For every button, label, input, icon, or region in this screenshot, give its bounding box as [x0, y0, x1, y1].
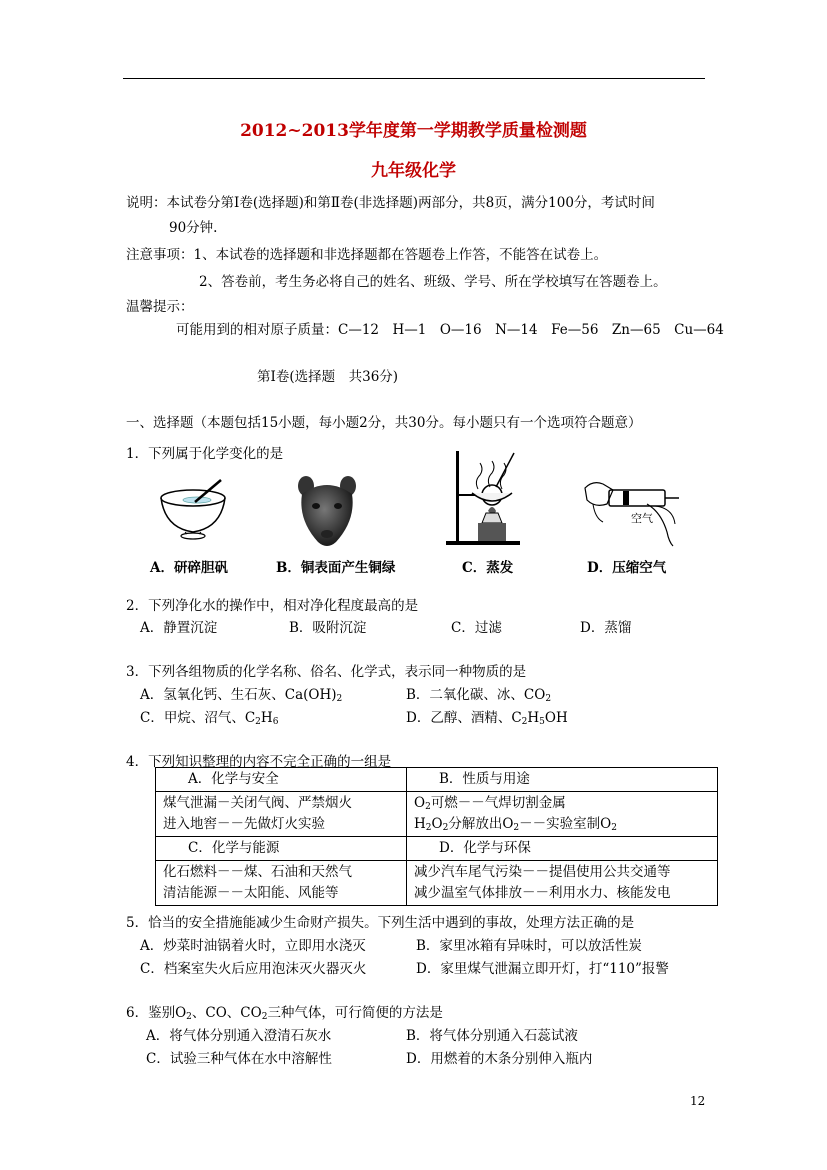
table-cell-a-line1: 煤气泄漏－关闭气阀、严禁烟火	[163, 795, 352, 811]
exam-subtitle: 九年级化学	[371, 161, 456, 181]
attention-2: 2、答卷前，考生务必将自己的姓名、班级、学号、所在学校填写在答题卷上。	[199, 274, 667, 290]
q2-option-a: A．静置沉淀	[140, 620, 218, 636]
exam-title: 2012~2013学年度第一学期教学质量检测题	[240, 121, 587, 141]
header-rule	[123, 78, 705, 79]
knowledge-table	[155, 767, 718, 906]
q4-stem: 4．下列知识整理的内容不完全正确的一组是	[126, 754, 392, 770]
table-cell-d-body	[407, 861, 718, 906]
q1-stem: 1．下列属于化学变化的是	[126, 446, 284, 462]
q6-stem: 6．鉴别$O_2$、CO、$CO_2$三种气体，可行简便的方法是	[126, 1005, 443, 1022]
intro-note-line1: 说明：本试卷分第Ⅰ卷(选择题)和第Ⅱ卷(非选择题)两部分，共8页，满分100分，考试时间	[126, 195, 655, 211]
q5-option-a: A．炒菜时油锅着火时，立即用水浇灭	[140, 938, 366, 954]
q6-option-a: A．将气体分别通入澄清石灰水	[146, 1028, 332, 1044]
table-cell-d-line1: 减少汽车尾气污染－－提倡使用公共交通等	[414, 864, 671, 880]
q5-option-d: D．家里煤气泄漏立即开灯，打“110”报警	[416, 961, 669, 977]
q6-option-b: B．将气体分别通入石蕊试液	[406, 1028, 578, 1044]
q5-option-b: B．家里冰箱有异味时，可以放活性炭	[416, 938, 642, 954]
part1-title: 第Ⅰ卷(选择题 共36分)	[257, 369, 399, 385]
q2-option-d: D．蒸馏	[580, 620, 632, 636]
q2-option-b: B．吸附沉淀	[289, 620, 367, 636]
table-cell-a-head: A．化学与安全	[156, 768, 407, 792]
intro-note-line2: 90分钟.	[169, 220, 218, 236]
q5-option-c: C．档案室失火后应用泡沫灭火器灭火	[140, 961, 367, 977]
table-cell-b-line2: $H_2O_2$分解放出$O_2--$实验室制$O_2$	[414, 816, 617, 833]
table-cell-c-body	[156, 861, 407, 906]
section1-heading: 一、选择题（本题包括15小题，每小题2分，共30分。每小题只有一个选项符合题意）	[126, 415, 642, 431]
q1-option-c: C．蒸发	[462, 560, 514, 576]
attention-1: 注意事项：1、本试卷的选择题和非选择题都在答题卷上作答，不能答在试卷上。	[126, 247, 608, 263]
table-cell-c-line1: 化石燃料－－煤、石油和天然气	[163, 864, 352, 880]
page-number: 12	[690, 1094, 706, 1108]
q1-option-d: D．压缩空气	[587, 560, 667, 576]
tips-label: 温馨提示：	[126, 299, 194, 315]
syringe-label: 空气	[631, 512, 653, 525]
q3-option-c: C．甲烷、沼气、$C_2H_6$	[140, 710, 279, 727]
evaporation-apparatus-image	[438, 447, 528, 547]
table-cell-b-head: B．性质与用途	[407, 768, 718, 792]
q5-stem: 5．恰当的安全措施能减少生命财产损失。下列生活中遇到的事故，处理方法正确的是	[126, 915, 635, 931]
table-cell-d-head: D．化学与环保	[407, 837, 718, 861]
copper-rat-head-image	[296, 472, 358, 550]
q6-option-c: C．试验三种气体在水中溶解性	[146, 1051, 332, 1067]
q3-option-d: D．乙醇、酒精、$C_2H_5OH$	[406, 710, 568, 727]
table-cell-c-head: C．化学与能源	[156, 837, 407, 861]
q6-option-d: D．用燃着的木条分别伸入瓶内	[406, 1051, 593, 1067]
table-cell-b-body	[407, 792, 718, 837]
q2-option-c: C．过滤	[451, 620, 502, 636]
q3-option-a: A．氢氧化钙、生石灰、$Ca(OH)_2$	[140, 687, 343, 704]
q1-option-a: A．研碎胆矾	[150, 560, 228, 576]
atomic-masses: 可能用到的相对原子质量：C—12 H—1 O—16 N—14 Fe—56 Zn—65 Cu—64	[176, 322, 724, 338]
table-cell-d-line2: 减少温室气体排放－－利用水力、核能发电	[414, 885, 671, 901]
table-cell-a-line2: 进入地窖－－先做灯火实验	[163, 816, 325, 832]
syringe-compress-air-image	[583, 478, 683, 548]
q1-option-b: B．铜表面产生铜绿	[276, 560, 396, 576]
table-cell-c-line2: 清洁能源－－太阳能、风能等	[163, 885, 339, 901]
q2-stem: 2．下列净化水的操作中，相对净化程度最高的是	[126, 598, 419, 614]
q3-stem: 3．下列各组物质的化学名称、俗名、化学式，表示同一种物质的是	[126, 664, 527, 680]
table-cell-b-line1: $O_2$可燃－－气焊切割金属	[414, 795, 566, 812]
table-cell-a-body	[156, 792, 407, 837]
bowl-image	[155, 476, 235, 546]
q3-option-b: B．二氧化碳、冰、$CO_2$	[406, 687, 552, 704]
